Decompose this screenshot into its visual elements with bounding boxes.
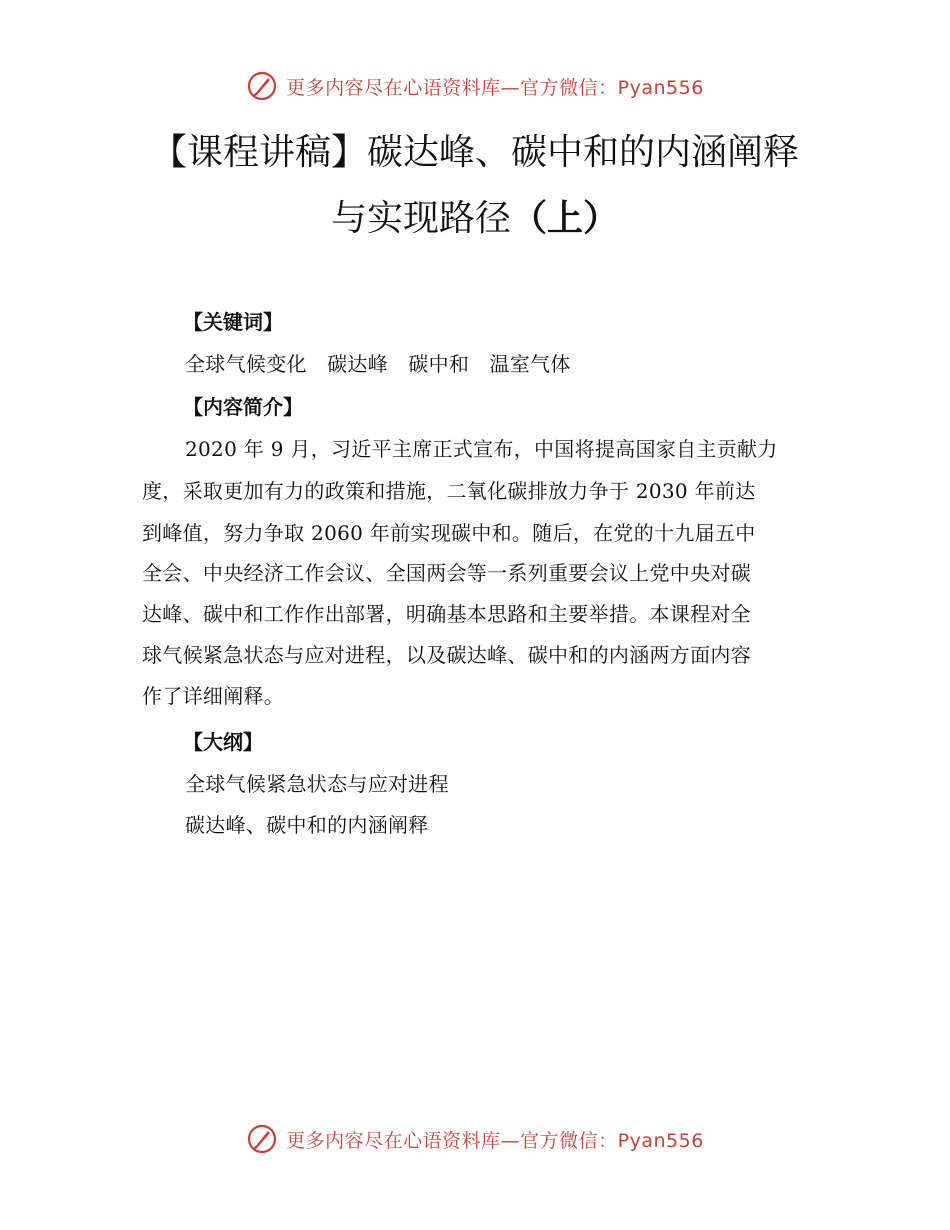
summary-heading: 【内容简介】 <box>183 395 303 419</box>
header-watermark <box>0 70 950 102</box>
title-part-label: （上） <box>511 198 620 239</box>
summary-line: 球气候紧急状态与应对进程，以及碳达峰、碳中和的内涵两方面内容 <box>142 643 751 667</box>
summary-line: 达峰、碳中和工作作出部署，明确基本思路和主要举措。本课程对全 <box>142 602 751 626</box>
quill-logo-icon <box>246 70 278 102</box>
summary-line: 2020 年 9 月，习近平主席正式宣布，中国将提高国家自主贡献力 <box>185 437 778 461</box>
summary-line: 全会、中央经济工作会议、全国两会等一系列重要会议上党中央对碳 <box>142 561 751 585</box>
summary-line: 度，采取更加有力的政策和措施，二氧化碳排放力争于 2030 年前达 <box>142 479 756 503</box>
quill-logo-icon <box>246 1123 278 1155</box>
title-line-2-main: 与实现路径 <box>330 198 511 239</box>
document-title-line-2 <box>0 190 950 241</box>
keywords-heading: 【关键词】 <box>183 310 283 334</box>
outline-item: 碳达峰、碳中和的内涵阐释 <box>185 813 429 837</box>
outline-item: 全球气候紧急状态与应对进程 <box>185 772 449 796</box>
footer-watermark <box>0 1123 950 1155</box>
summary-line: 作了详细阐释。 <box>142 684 285 708</box>
document-title-line-1: 【课程讲稿】碳达峰、碳中和的内涵阐释 <box>150 132 799 173</box>
summary-line: 到峰值，努力争取 2060 年前实现碳中和。随后，在党的十九届五中 <box>142 521 756 545</box>
outline-heading: 【大纲】 <box>183 730 263 754</box>
watermark-text: 更多内容尽在心语资料库—官方微信：Pyan556 <box>286 1129 704 1152</box>
keywords-text: 全球气候变化 碳达峰 碳中和 温室气体 <box>185 352 571 376</box>
watermark-text: 更多内容尽在心语资料库—官方微信：Pyan556 <box>286 76 704 99</box>
